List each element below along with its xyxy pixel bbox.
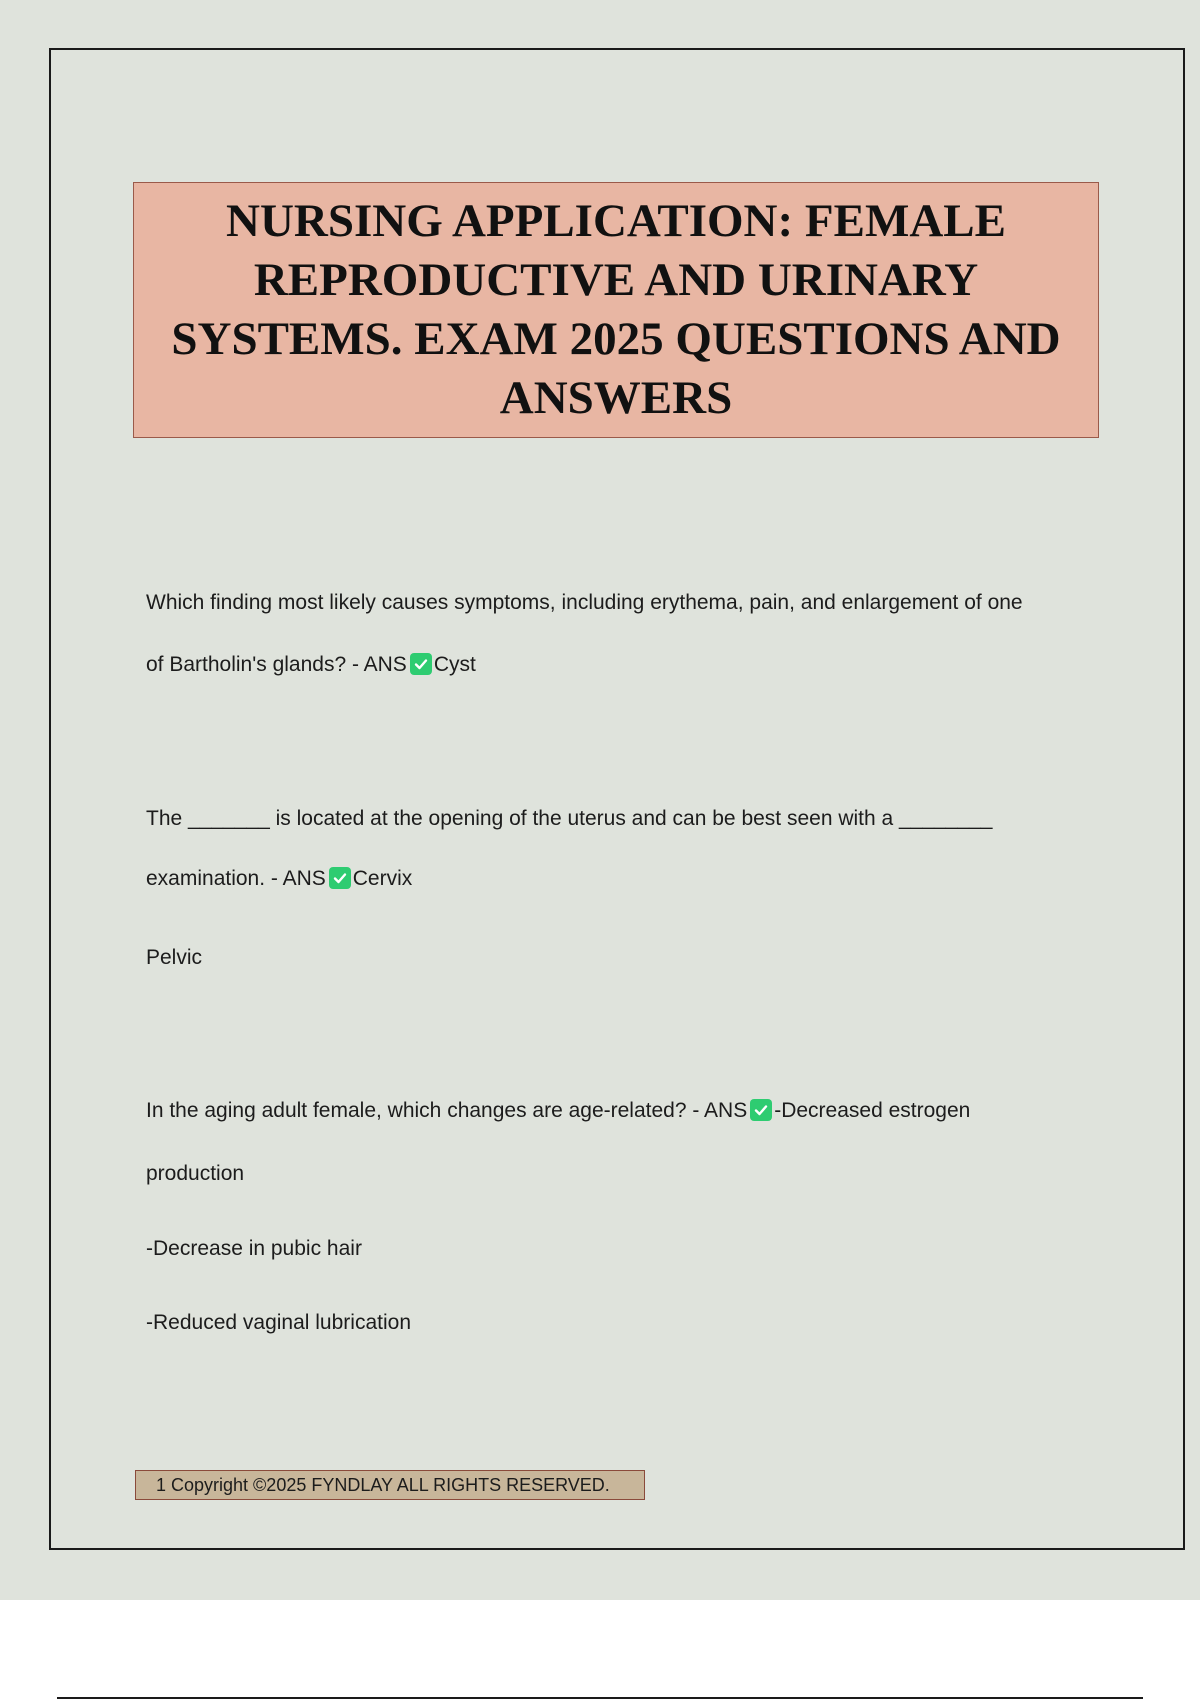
copyright-text: 1 Copyright ©2025 FYNDLAY ALL RIGHTS RESERVED.: [156, 1474, 610, 1495]
question-2-line-2: [146, 866, 412, 892]
answer-2: Cervix: [352, 867, 413, 890]
answer-3-line-2: production: [146, 1162, 245, 1185]
check-mark-icon: [329, 867, 351, 889]
copyright-footer: [135, 1470, 645, 1500]
question-2-line-1: The _______ is located at the opening of the uterus and can be best seen with a ________: [146, 807, 993, 830]
question-3-text: In the aging adult female, which changes are age-related? - ANS: [146, 1099, 748, 1122]
question-1-text: of Bartholin's glands? - ANS: [146, 653, 407, 676]
check-mark-icon: [750, 1099, 772, 1121]
title-box: [133, 182, 1099, 438]
answer-1: Cyst: [433, 653, 476, 676]
answer-3: -Decreased estrogen: [774, 1099, 971, 1122]
check-mark-icon: [410, 653, 432, 675]
question-1-line-1: Which finding most likely causes symptoms, including erythema, pain, and enlargement of one: [146, 591, 1023, 614]
answer-3-line-4: -Reduced vaginal lubrication: [146, 1311, 411, 1334]
question-3-line-1: [146, 1098, 970, 1124]
next-page-rule: [57, 1697, 1143, 1699]
question-1-line-2: [146, 652, 476, 678]
question-2-text: examination. - ANS: [146, 867, 326, 890]
document-title: NURSING APPLICATION: FEMALE REPRODUCTIVE AND URINARY SYSTEMS. EXAM 2025 QUESTIONS AND ANSWERS: [171, 195, 1061, 424]
answer-2-extra: Pelvic: [146, 946, 203, 969]
answer-3-line-3: -Decrease in pubic hair: [146, 1237, 362, 1260]
